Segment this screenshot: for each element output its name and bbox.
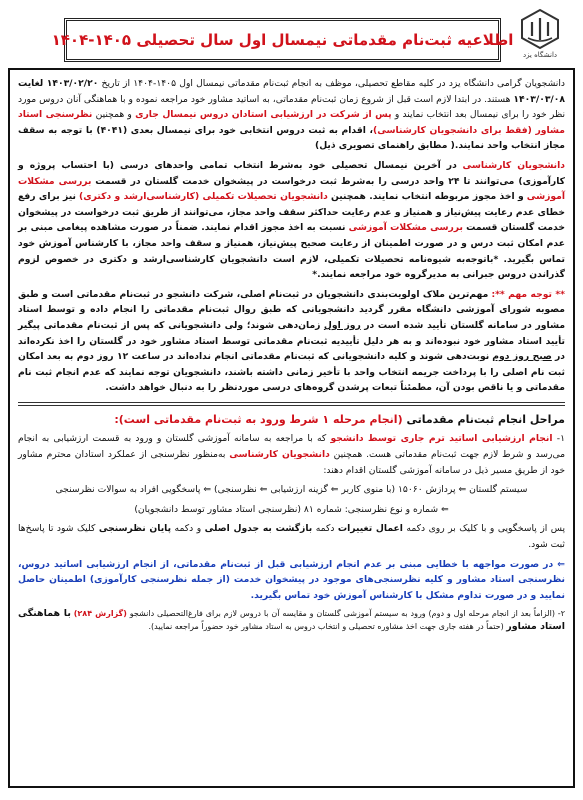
path-text: ⇐ شماره و نوع نظرسنجی: شماره ۸۱ (نظرسنجی استاد مشاور توسط دانشجویان) [134,503,449,515]
highlight: نظرسنجی استاد مشاور (فقط برای دانشجویان کارشناسی) [18,109,565,136]
text: و همچنین [95,109,132,121]
end-survey-label: پایان نظرسنجی [98,523,172,535]
text: نیز برای رفع خطای عدم رعایت پیش‌نیاز و همنیاز و عدم رعایت حداکثر سقف واحد مجاز، می‌توانند از طریق ثبت درخواست در پیشخوان خدمت گلستان قسمت [18,191,565,234]
paragraph-intro [18,76,565,154]
text: هستند. در ابتدا لازم است قبل از شروع زمان ثبت‌نام مقدماتی، به اساتید مشاور خود مراجعه نموده و با هماهنگی آنان دروس مورد نظر خود را برای نیمسال بعد انتخاب نمایند و [18,93,566,121]
text: به‌منظور نظرسنجی از عملکرد استادان محترم مشاور خود از طریق مسیر ذیل در سامانه آموزشی گلستان اقدام دهند: [18,449,565,476]
text: پس از پاسخگویی و با کلیک بر روی دکمه [406,523,566,535]
text: و اخذ مجوز مربوطه انتخاب نمایند. همچنین [330,191,524,203]
logo-text: دانشگاه یزد [522,51,558,59]
text: در آخرین نیمسال تحصیلی خود به‌شرط انتخاب تمامی واحدهای درسی (با احتساب پروژه و کارآموزی) می‌توانند تا ۲۴ واحد درسی را به‌شرط ثبت درخواست در پیشخوان خدمت گلستان در قسمت [18,159,565,187]
apply-changes-label: اعمال تغییرات [337,523,403,535]
paragraph-undergrad [18,158,565,283]
highlight: دانشجویان کارشناسی [229,449,330,461]
date-range: ۱۴۰۳/۰۲/۲۰ لغایت ۱۴۰۳/۰۳/۰۸ [18,78,565,105]
text: کلیک شود تا پاسخ‌ها ثبت شود. [18,523,565,551]
paragraph-important [18,287,565,396]
path-text: سیستم گلستان ⇐ پردازش ۱۵۰۶۰ (با منوی کاربر ⇐ گزینه ارزشیابی ⇐ نظرسنجی) ⇐ پاسخگویی افراد به سوالات نظرسنجی [55,484,528,496]
text: زمان‌دهی شوند؛ ولی دانشجویانی که پس از ثبت‌نام مقدماتی پیگیر تأیید استاد مشاور خود نبوده‌اند و به هر دلیل تأییدیه ثبت‌نام مقدماتی توسط استاد مشاور خود در گلستان را اخذ نکرده‌اند در [18,319,565,363]
announcement-body [8,68,575,788]
text: ۲- (الزاماً بعد از انجام مرحله اول و دوم) ورود به سیستم آموزشی گلستان و مقایسه آن با دروس لازم برای فارغ‌التحصیلی دانشجو [129,609,565,619]
divider [18,402,565,406]
text: (حتماً در هفته جاری جهت اخذ مشاوره تحصیلی و انتخاب دروس به استاد مشاور خود حضوراً مراجعه نمایید). [148,622,504,632]
highlight: دانشجویان تحصیلات تکمیلی (کارشناسی‌ارشد و دکتری) [79,191,328,203]
highlight: (انجام مرحله ۱ شرط ورود به ثبت‌نام مقدماتی است): [114,412,403,426]
highlight: انجام ارزشیابی اساتید ترم جاری توسط دانشجو [330,433,553,445]
step-number: ۱- [556,433,566,445]
text: و دکمه [174,523,202,535]
text: دکمه [315,523,335,535]
underlined: صبح روز دوم [492,351,552,363]
university-logo-icon [518,8,562,50]
step-1 [18,431,565,478]
golestan-path [18,482,565,498]
step-2 [18,607,565,633]
text: مراحل انجام ثبت‌نام مقدماتی [406,412,565,426]
highlight: دانشجویان کارشناسی [462,159,565,171]
error-note: ⇐ در صورت مواجهه با خطایی مبنی بر عدم انجام ارزشیابی قبل از ثبت‌نام مقدماتی، از انجام ارزشیابی اساتید دروس، نظرسنجی استاد مشاور و کلیه نظرسنجی‌های موجود در پیشخوان خدمت (از جمله نظرسنجی کارآموزی) اطمینان حاصل نمایید و در صورت تداوم مشکل با کارشناس آموزش خود تماس بگیرید. [18,558,565,601]
highlight: پس از شرکت در ارزشیابی استادان دروس نیمسال جاری [135,109,392,121]
university-logo [505,8,575,66]
back-to-main-table-label: بازگشت به جدول اصلی [204,523,313,535]
survey-path [18,502,565,518]
highlight: ** توجه مهم **: [491,288,565,300]
underlined: روز اول [323,319,361,331]
highlight: بررسی مشکلات آموزشی [18,175,565,203]
highlight: (گزارش ۲۸۴) [73,609,127,619]
text: نوبت‌دهی شوند و کلیه دانشجویانی که ثبت‌نام مقدماتی انجام نداده‌اند در ساعت ۱۲ روز دوم به بعد امکان ثبت نام اصلی را با پرداخت جریمه انتخاب واحد با تأخیر زمانی داشته باشند، دانشجویان توجه نمایند که عدم انجام ثبت نام مقدماتی و یا ناقص بودن آن، مطمئناً تبعات پرشدن گروه‌های درسی موردنظر را به دنبال خواهد داشت. [18,351,565,394]
highlight: بررسی مشکلات آموزشی [348,222,463,234]
header [8,8,575,66]
text: که با مراجعه به سامانه آموزشی گلستان و ورود به قسمت ارزشیابی به انجام می‌رسد و شرط لازم جهت ثبت‌نام مقدماتی هست. همچنین [18,433,566,461]
text: مهم‌ترین ملاک اولویت‌بندی دانشجویان در ثبت‌نام اصلی، شرکت دانشجو در ثبت‌نام مقدماتی است و طبق مصوبه شورای آموزشی دانشگاه مقرر گردید دانشجویانی که طبق روال ثبت‌نام مقدماتی را انجام داده و توسط استاد مشاور در سامانه گلستان تأیید شده است در [18,288,566,331]
text: با هماهنگی استاد مشاور [18,608,565,633]
text: دانشجویان گرامی دانشگاه یزد در کلیه مقاطع تحصیلی، موظف به انجام ثبت‌نام مقدماتی نیمسال اول ۱۴۰۵-۱۴۰۴ از تاریخ [101,78,565,89]
text: نسبت به اخذ مجوز اقدام نمایند. ضمناً در صورت مشاهده پیغامی مبنی بر عدم امکان ثبت درس و در صورت اطمینان از رعایت صحیح پیش‌نیاز، همنیاز و سقف واحد مجاز، با کارشناس آموزش خود تماس بگیرید. *با‌توجه‌به شیوه‌نامه تحصیلات تکمیلی، لازم است دانشجویان کارشناسی‌ارشد و دکتری در خصوص لزوم گذراندن دروس جبرانی به مدیرگروه خود مراجعه نمایند.* [18,222,565,281]
step-1-buttons [18,521,565,552]
text: ، اقدام به ثبت دروس انتخابی خود برای نیمسال بعدی (۴۰۴۱) با توجه به سقف مجاز انتخاب واحد نمایند.( مطابق راهنمای تصویری ذیل) [18,124,565,152]
title-box [51,18,514,62]
steps-title [18,412,565,428]
page-title: اطلاعیه ثبت‌نام مقدماتی نیمسال اول سال تحصیلی ۱۴۰۵-۱۴۰۴ [51,31,514,49]
